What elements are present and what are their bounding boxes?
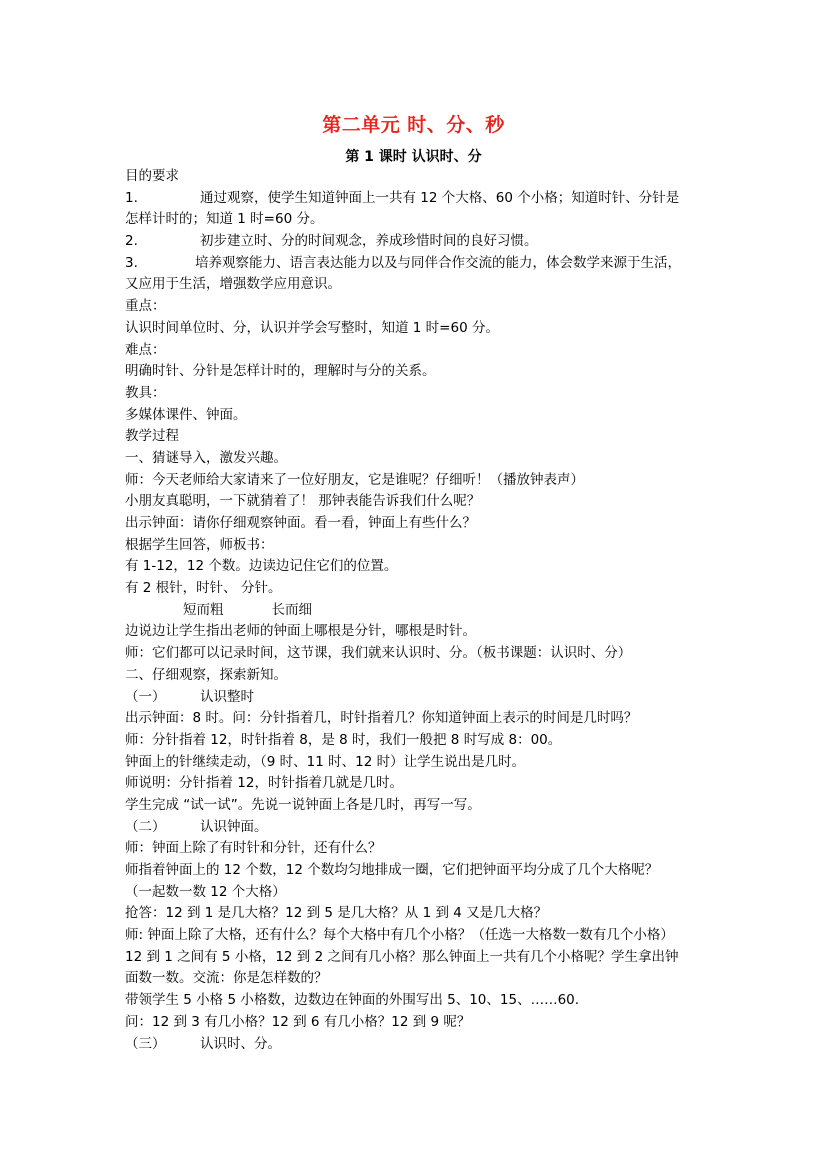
key-text: 认识时间单位时、分，认识并学会写整时，知道 1 时=60 分。 bbox=[125, 319, 499, 336]
tools-text: 多媒体课件、钟面。 bbox=[125, 406, 247, 423]
document-title: 第二单元 时、分、秒 bbox=[322, 114, 505, 136]
paragraph-line: 带领学生 5 小格 5 小格数，边数边在钟面的外围写出 5、10、15、……60. bbox=[125, 992, 580, 1009]
tools-heading: 教具： bbox=[125, 384, 166, 401]
paragraph-line: 面数一数。交流：你是怎样数的？ bbox=[125, 970, 328, 987]
part-title: 认识整时 bbox=[200, 688, 254, 705]
section-2-heading: 二、仔细观察，探索新知。 bbox=[125, 666, 287, 683]
paragraph-line: （一起数一数 12 个大格） bbox=[125, 883, 286, 900]
paragraph-line: 出示钟面：8 时。问：分针指着几，时针指着几？你知道钟面上表示的时间是几时吗？ bbox=[125, 710, 638, 727]
paragraph-line: 有 2 根针，时针、 分针。 bbox=[125, 580, 282, 597]
goal-number: 3. bbox=[125, 254, 138, 271]
paragraph-line: 师：分针指着 12，时针指着 8，是 8 时，我们一般把 8 时写成 8：00。 bbox=[125, 731, 562, 748]
paragraph-line: 师：今天老师给大家请来了一位好朋友，它是谁呢？仔细听！（播放钟表声） bbox=[125, 471, 584, 488]
paragraph-line: 边说边让学生指出老师的钟面上哪根是分针，哪根是时针。 bbox=[125, 623, 476, 640]
part-number: （一） bbox=[125, 688, 166, 705]
part-title: 认识钟面。 bbox=[200, 818, 268, 835]
goal-item-3 bbox=[125, 253, 725, 275]
difficulty-heading: 难点： bbox=[125, 341, 166, 358]
paragraph-line: 学生完成 “试一试”。先说一说钟面上各是几时，再写一写。 bbox=[125, 796, 481, 813]
paragraph-line: 师指着钟面上的 12 个数，12 个数均匀地排成一圈，它们把钟面平均分成了几个大格呢？ bbox=[125, 862, 659, 878]
paragraph-line: 小朋友真聪明，一下就猜着了！ 那钟表能告诉我们什么呢？ bbox=[125, 493, 481, 510]
goal-number: 1. bbox=[125, 189, 138, 206]
lesson-subtitle: 第 1 课时 认识时、分 bbox=[345, 149, 482, 165]
paragraph-line: 有 1-12，12 个数。边读边记住它们的位置。 bbox=[125, 558, 398, 575]
goal-text: 初步建立时、分的时间观念，养成珍惜时间的良好习惯。 bbox=[200, 233, 538, 250]
key-heading: 重点： bbox=[125, 298, 166, 315]
paragraph-line: 问：12 到 3 有几小格？12 到 6 有几小格？12 到 9 呢？ bbox=[125, 1013, 471, 1030]
part-1-heading bbox=[125, 687, 725, 709]
part-number: （二） bbox=[125, 818, 166, 835]
paragraph-line: 师说明：分针指着 12，时针指着几就是几时。 bbox=[125, 775, 403, 792]
section-1-heading: 一、猜谜导入，激发兴趣。 bbox=[125, 449, 287, 466]
goal-item-1 bbox=[125, 188, 725, 210]
difficulty-text: 明确时针、分针是怎样计时的，理解时与分的关系。 bbox=[125, 363, 436, 380]
paragraph-line: 钟面上的针继续走动，（9 时、11 时、12 时）让学生说出是几时。 bbox=[125, 753, 526, 770]
part-3-heading bbox=[125, 1034, 725, 1056]
paragraph-line: 12 到 1 之间有 5 小格，12 到 2 之间有几小格？那么钟面上一共有几个小格呢？学生拿出钟 bbox=[125, 948, 679, 965]
paragraph-line: 师：钟面上除了有时针和分针，还有什么？ bbox=[125, 840, 382, 857]
paragraph-line: 根据学生回答，师板书： bbox=[125, 536, 274, 553]
goal-text: 培养观察能力、语言表达能力以及与同伴合作交流的能力，体会数学来源于生活， bbox=[195, 254, 681, 271]
paragraph-line: 抢答：12 到 1 是几大格？12 到 5 是几大格？从 1 到 4 又是几大格？ bbox=[125, 905, 548, 922]
part-number: （三） bbox=[125, 1035, 166, 1052]
goal-item-3-cont: 又应用于生活，增强数学应用意识。 bbox=[125, 276, 341, 293]
process-heading: 教学过程 bbox=[125, 428, 179, 445]
goal-number: 2. bbox=[125, 233, 138, 250]
hands-description bbox=[125, 600, 725, 622]
part-title: 认识时、分。 bbox=[200, 1035, 281, 1052]
goal-text: 通过观察，使学生知道钟面上一共有 12 个大格、60 个小格；知道时针、分针是 bbox=[200, 189, 680, 206]
part-2-heading bbox=[125, 817, 725, 839]
hour-hand-desc: 短而粗 bbox=[183, 601, 224, 618]
goals-heading: 目的要求 bbox=[125, 168, 179, 184]
paragraph-line: 师：它们都可以记录时间，这节课，我们就来认识时、分。（板书课题：认识时、分） bbox=[125, 645, 632, 662]
paragraph-line: 出示钟面：请你仔细观察钟面。看一看，钟面上有些什么？ bbox=[125, 515, 476, 531]
minute-hand-desc: 长而细 bbox=[271, 601, 312, 618]
paragraph-line: 师: 钟面上除了大格，还有什么？每个大格中有几个小格？（任选一大格数一数有几个小格） bbox=[125, 927, 674, 944]
document-body bbox=[125, 166, 725, 1055]
goal-item-2 bbox=[125, 231, 725, 253]
goal-item-1-cont: 怎样计时的；知道 1 时=60 分。 bbox=[125, 211, 324, 228]
